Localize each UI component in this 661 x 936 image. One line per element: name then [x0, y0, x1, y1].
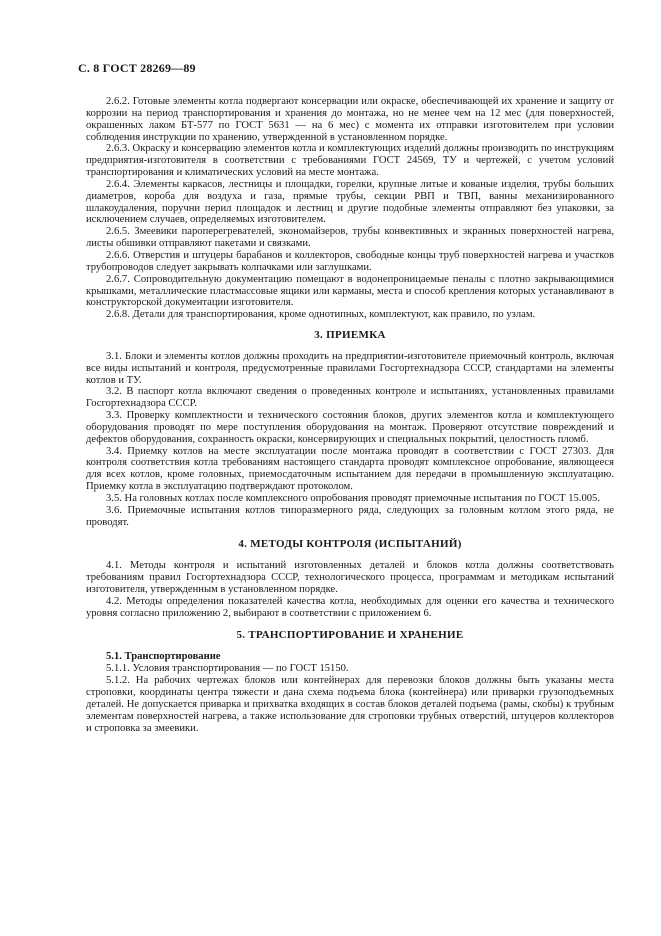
paragraph-5-1-1: 5.1.1. Условия транспортирования — по ГОСТ 15150. [106, 663, 349, 675]
paragraph-3-2: 3.2. В паспорт котла включают сведения о проведенных контроле и испытаниях, установленных правилами Госгортехнадзора СССР. [86, 386, 614, 410]
document-body [86, 96, 614, 734]
paragraph-2-6-4: 2.6.4. Элементы каркасов, лестницы и площадки, горелки, крупные литые и кованые изделия, трубы больших диаметров, короба для воздуха и газа, прямые трубы, секции РВП и ТВП, ванны механизированного шлакоудаления, поручни перил площадок и лестниц и другие подобные элементы отправляют без упаковки, за исключением случаев, определяемых изготовителем. [86, 178, 614, 226]
paragraph-2-6-2: 2.6.2. Готовые элементы котла подвергают консервации или окраске, обеспечивающей их хранение и защиту от коррозии на период транспортирования и хранения до монтажа, но не менее чем на 12 мес (для поверхностей, окрашенных лаком БТ-577 по ГОСТ 5631 — на 6 мес) с момента их отправки изготовителем при условии соблюдения инструкции по хранению, утвержденной в установленном порядке. [86, 96, 614, 143]
paragraph-3-6: 3.6. Приемочные испытания котлов типоразмерного ряда, следующих за головным котлом этого ряда, не проводят. [86, 504, 614, 528]
subsection-5-1-title: 5.1. Транспортирование [106, 651, 221, 663]
paragraph-2-6-6: 2.6.6. Отверстия и штуцеры барабанов и коллекторов, свободные концы труб поверхностей нагрева и участков трубопроводов следует закрывать колпачками или заглушками. [86, 249, 614, 273]
paragraph-3-4: 3.4. Приемку котлов на месте эксплуатации после монтажа проводят в соответствии с ГОСТ 27303. Для контроля соответствия котла требованиям настоящего стандарта проводят комплексное опробование, являющееся для всех котлов, кроме головных, приемосдаточным испытанием для передачи в промышленную эксплуатацию. Приемку котла в эксплуатацию подтверждают протоколом. [86, 445, 614, 493]
paragraph-3-5: 3.5. На головных котлах после комплексного опробования проводят приемочные испытания по ГОСТ 15.005. [106, 493, 600, 504]
paragraph-2-6-3: 2.6.3. Окраску и консервацию элементов котла и комплектующих изделий должны производить по инструкциям предприятия-изготовителя в соответствии с требованиями ГОСТ 24569, ТУ и чертежей, с учетом условий транспортирования и климатических условий на месте монтажа. [86, 143, 614, 179]
section-4-title: 4. МЕТОДЫ КОНТРОЛЯ (ИСПЫТАНИЙ) [238, 537, 462, 550]
paragraph-4-1: 4.1. Методы контроля и испытаний изготовленных деталей и блоков котла должны соответствовать требованиям правил Госгортехнадзора СССР, технологического процесса, программам и методикам испытаний изготовителя, утвержденным в установленном порядке. [86, 560, 614, 596]
section-3-title: 3. ПРИЕМКА [314, 329, 386, 342]
paragraph-2-6-5: 2.6.5. Змеевики пароперегревателей, экономайзеров, трубы конвективных и экранных поверхностей нагрева, листы обшивки отправляют пакетами и связками. [86, 226, 614, 250]
paragraph-5-1-2: 5.1.2. На рабочих чертежах блоков или контейнерах для перевозки блоков должны быть указаны места строповки, координаты центра тяжести и дана схема подъема блока (контейнера) или приварки грузоподъемных деталей. Не допускается приварка и прихватка входящих в состав блоков деталей подъема (рамы, скобы) к трубным элементам поверхностей нагрева, а также использование для строповки трубных отверстий, штуцеров коллекторов и строповка за змеевики. [86, 675, 614, 734]
paragraph-3-3: 3.3. Проверку комплектности и технического состояния блоков, других элементов котла и комплектующего оборудования проводят по мере поступления оборудования на монтаж. Проверяют отсутствие повреждений и дефектов оборудования, сохранность окраски, консервирующих и специальных покрытий, целостность пломб. [86, 410, 614, 445]
paragraph-2-6-7: 2.6.7. Сопроводительную документацию помещают в водонепроницаемые пеналы с плотно закрывающимися крышками, металлические пластмассовые ящики или карманы, места и способ крепления которых устанавливают в конструкторской документации изготовителя. [86, 273, 614, 309]
running-head: С. 8 ГОСТ 28269—89 [78, 61, 196, 75]
paragraph-4-2: 4.2. Методы определения показателей качества котла, необходимых для оценки его качества и технического уровня согласно приложению 2, выбирают в соответствии с приложением 6. [86, 595, 614, 619]
paragraph-2-6-8: 2.6.8. Детали для транспортирования, кроме однотипных, комплектуют, как правило, по узлам. [106, 309, 536, 321]
paragraph-3-1: 3.1. Блоки и элементы котлов должны проходить на предприятии-изготовителе приемочный контроль, включая все виды испытаний и контроля, предусмотренные правилами Госгортехнадзора СССР, стандартами на элементы котлов и ТУ. [86, 350, 614, 386]
section-5-title: 5. ТРАНСПОРТИРОВАНИЕ И ХРАНЕНИЕ [236, 628, 464, 641]
